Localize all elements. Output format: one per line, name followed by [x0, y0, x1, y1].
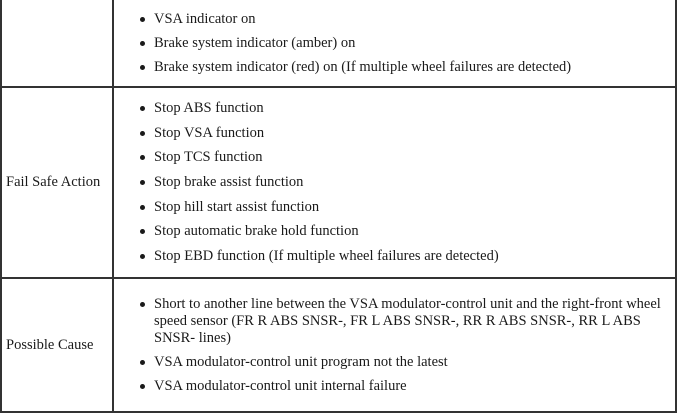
list-item: VSA modulator-control unit internal failure — [140, 378, 675, 395]
list-item: VSA modulator-control unit program not the latest — [140, 354, 675, 371]
row-content — [113, 0, 676, 87]
row-label — [1, 0, 113, 87]
bullet-list — [114, 296, 675, 395]
list-item: VSA indicator on — [140, 11, 675, 28]
table-row-indicators — [1, 0, 676, 87]
list-item: Brake system indicator (red) on (If multiple wheel failures are detected) — [140, 59, 675, 76]
list-item: Stop VSA function — [140, 125, 675, 142]
list-item: Stop brake assist function — [140, 174, 675, 191]
list-item: Stop automatic brake hold function — [140, 223, 675, 240]
row-content — [113, 87, 676, 278]
bullet-list — [114, 100, 675, 265]
list-item: Brake system indicator (amber) on — [140, 35, 675, 52]
list-item: Stop TCS function — [140, 149, 675, 166]
row-label: Fail Safe Action — [1, 87, 113, 278]
list-item: Stop ABS function — [140, 100, 675, 117]
table-row-possible-cause — [1, 278, 676, 412]
bullet-list — [114, 11, 675, 76]
table-row-fail-safe-action — [1, 87, 676, 278]
list-item: Short to another line between the VSA modulator-control unit and the right-front wheel speed sensor (FR R ABS SNSR-, FR L ABS SNSR-, RR R ABS SNSR-, RR L ABS SNSR- lines) — [140, 296, 675, 347]
row-label: Possible Cause — [1, 278, 113, 412]
row-content — [113, 278, 676, 412]
list-item: Stop EBD function (If multiple wheel failures are detected) — [140, 248, 675, 265]
list-item: Stop hill start assist function — [140, 199, 675, 216]
